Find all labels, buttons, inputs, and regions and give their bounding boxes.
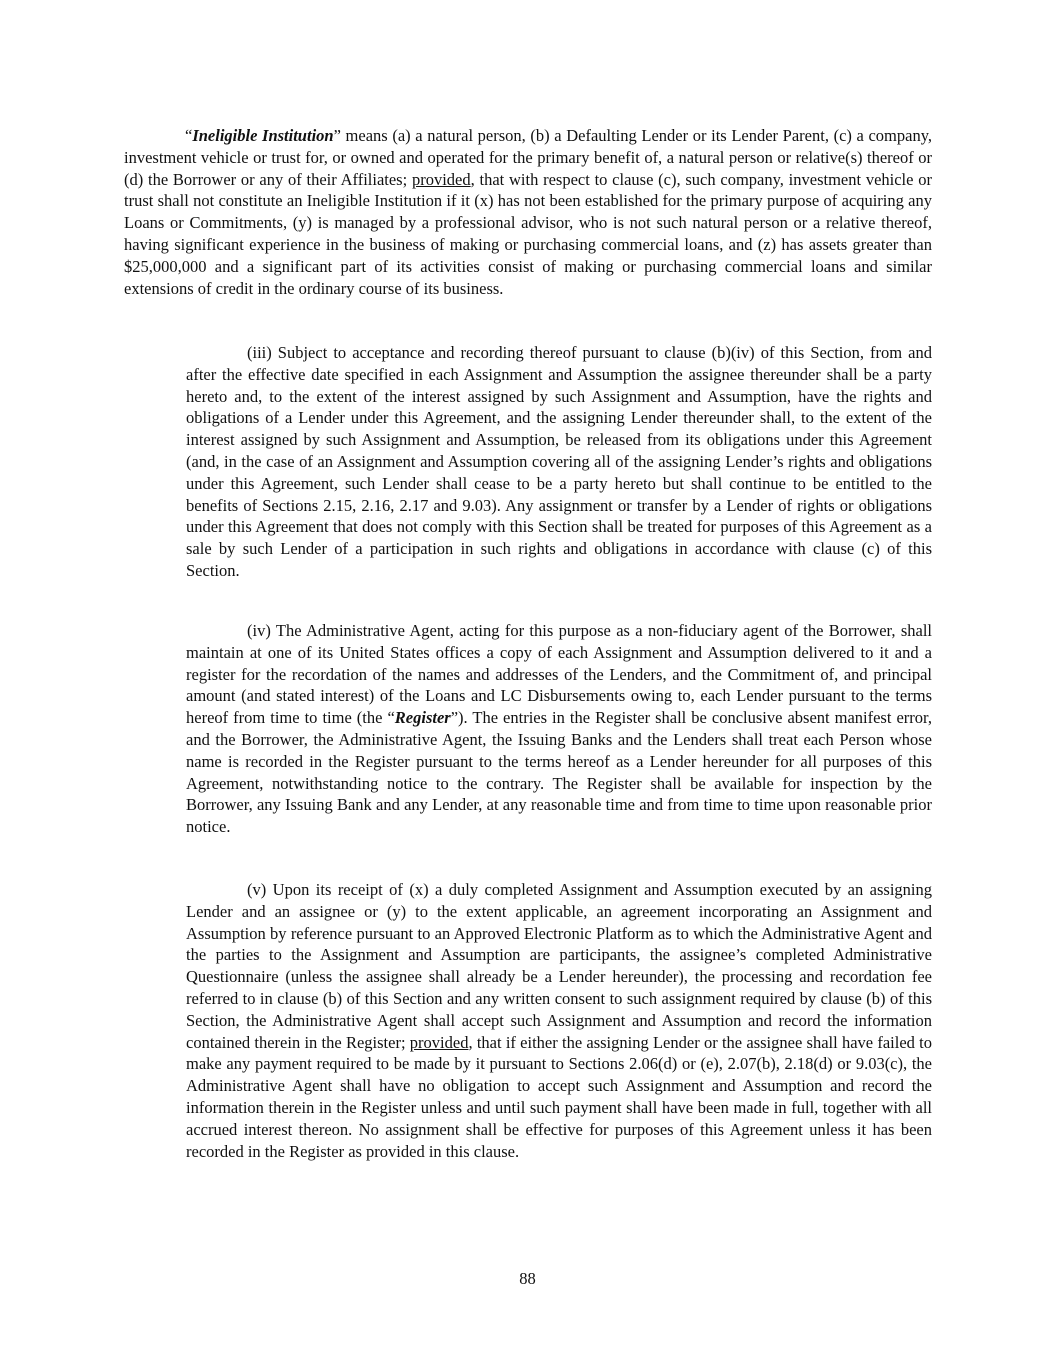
- clause-v-paragraph: [186, 879, 932, 1162]
- clause-iii-text: (iii) Subject to acceptance and recording thereof pursuant to clause (b)(iv) of this Section, from and after the effective date specified in each Assignment and Assumption the assignee thereunder shall be a party hereto and, to the extent of the interest assigned by such Assignment and Assumption, have the rights and obligations of a Lender under this Agreement, and the assigning Lender thereunder shall, to the extent of the interest assigned by such Assignment and Assumption, be released from its obligations under this Agreement (and, in the case of an Assignment and Assumption covering all of the assigning Lender’s rights and obligations under this Agreement, such Lender shall cease to be a party hereto but shall continue to be entitled to the benefits of Sections 2.15, 2.16, 2.17 and 9.03). Any assignment or transfer by a Lender of rights or obligations under this Agreement that does not comply with this Section shall be treated for purposes of this Agreement as a sale by such Lender of a participation in such rights and obligations in accordance with clause (c) of this Section.: [186, 343, 932, 580]
- provided-term: provided: [409, 1032, 469, 1052]
- definition-text-part-1: ” means (a) a natural person, (b) a Defaulting Lender or its Lender Parent, (c) a company, investment vehicle or trust for, or owned and operated for the primary benefit of, a natural person or relative(s) thereof or (d) the Borrower or any of their Affiliates;: [124, 126, 933, 189]
- provided-term: provided: [411, 169, 471, 189]
- definition-text-part-2: , that with respect to clause (c), such company, investment vehicle or trust shall not constitute an Ineligible Institution if it (x) has not been established for the primary purpose of acquiring any Loans or Commitments, (y) is managed by a professional advisor, who is not such natural person or a relative thereof, having significant experience in the business of making or purchasing commercial loans, and (z) has assets greater than $25,000,000 and a significant part of its activities consist of making or purchasing commercial loans and similar extensions of credit in the ordinary course of its business.: [124, 169, 932, 298]
- clause-iv-paragraph: [186, 620, 932, 838]
- defined-term-ineligible-institution: Ineligible Institution: [192, 126, 334, 145]
- clause-v-text-part-2: , that if either the assigning Lender or the assignee shall have failed to make any payment required to be made by it pursuant to Sections 2.06(d) or (e), 2.07(b), 2.18(d) or 9.03(c), the Administrative Agent shall have no obligation to accept such Assignment and Assumption and record the information therein in the Register unless and until such payment shall have been made in full, together with all accrued interest thereon. No assignment shall be effective for purposes of this Agreement unless it has been recorded in the Register as provided in this clause.: [186, 1032, 932, 1161]
- page-number: 88: [519, 1269, 536, 1288]
- clause-iv-text-part-1: (iv) The Administrative Agent, acting for this purpose as a non-fiduciary agent of the Borrower, shall maintain at one of its United States offices a copy of each Assignment and Assumption delivered to it and a register for the recordation of the names and addresses of the Lenders, and the Commitment of, and principal amount (and stated interest) of the Loans and LC Disbursements owing to, each Lender pursuant to the terms hereof from time to time (the “: [186, 621, 932, 728]
- clause-v-text-part-1: (v) Upon its receipt of (x) a duly completed Assignment and Assumption executed by an assigning Lender and an assignee or (y) to the extent applicable, an agreement incorporating an Assignment and Assumption by reference pursuant to an Approved Electronic Platform as to which the Administrative Agent and the parties to the Assignment and Assumption are participants, the assignee’s completed Administrative Questionnaire (unless the assignee shall already be a Lender hereunder), the processing and recordation fee referred to in clause (b) of this Section and any written consent to such assignment required by clause (b) of this Section, the Administrative Agent shall accept such Assignment and Assumption and record the information contained therein in the Register;: [186, 880, 932, 1052]
- clause-iii-paragraph: [186, 342, 932, 582]
- defined-term-register: Register: [394, 708, 451, 728]
- ineligible-institution-definition: [124, 125, 932, 299]
- open-quote: “: [185, 126, 193, 145]
- clause-iv-text-part-2: ”). The entries in the Register shall be conclusive absent manifest error, and the Borrower, the Administrative Agent, the Issuing Banks and the Lenders shall treat each Person whose name is recorded in the Register pursuant to the terms hereof as a Lender hereunder for all purposes of this Agreement, notwithstanding notice to the contrary. The Register shall be available for inspection by the Borrower, any Issuing Bank and any Lender, at any reasonable time and from time to time upon reasonable prior notice.: [186, 708, 932, 837]
